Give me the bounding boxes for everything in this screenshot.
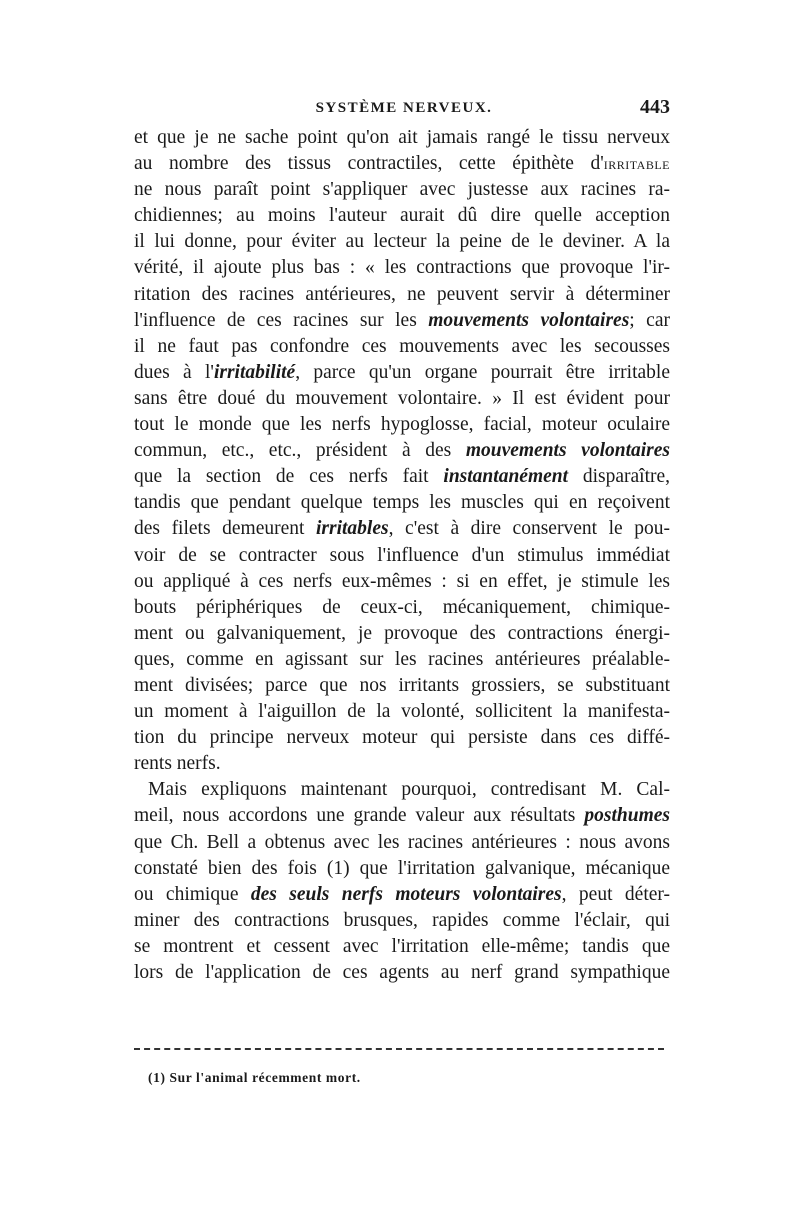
text-line: voir de se contracter sous l'influence d'un stimulus immédiat: [134, 544, 670, 566]
text-line: ritation des racines antérieures, ne peuvent servir à déterminer: [134, 283, 670, 305]
text-line: chidiennes; au moins l'auteur aurait dû dire quelle acception: [134, 205, 670, 227]
text-line: tion du principe nerveux moteur qui persiste dans ces diffé-: [134, 727, 670, 749]
text-run: des filets demeurent: [134, 518, 316, 540]
text-run: , peut déter-: [561, 883, 670, 905]
text-line: [134, 438, 670, 464]
text-line: il ne faut pas confondre ces mouvements avec les secousses: [134, 335, 670, 357]
text-line: miner des contractions brusques, rapides comme l'éclair, qui: [134, 909, 670, 931]
text-line: [134, 882, 670, 908]
text-run: au nombre des tissus contractiles, cette épithète d': [134, 153, 604, 175]
emphasis: posthumes: [584, 805, 670, 827]
text-run: l'influence de ces racines sur les: [134, 309, 429, 331]
text-line: [134, 308, 670, 334]
text-run: , parce qu'un organe pourrait être irritable: [295, 361, 670, 383]
text-line: et que je ne sache point qu'on ait jamais rangé le tissu nerveux: [134, 127, 670, 148]
text-line: sans être doué du mouvement volontaire. » Il est évident pour: [134, 387, 670, 409]
emphasis: des seuls nerfs moteurs volontaires: [250, 883, 562, 905]
text-line: tout le monde que les nerfs hypoglosse, facial, moteur oculaire: [134, 414, 670, 436]
text-line: vérité, il ajoute plus bas : « les contractions que provoque l'ir-: [134, 257, 670, 279]
text-line: [134, 516, 670, 542]
text-line: lors de l'application de ces agents au nerf grand sympathique: [134, 962, 670, 983]
text-line: tandis que pendant quelque temps les muscles qui en reçoivent: [134, 492, 670, 514]
footnote: (1) Sur l'animal récemment mort.: [148, 1070, 361, 1085]
text-line: constaté bien des fois (1) que l'irritation galvanique, mécanique: [134, 857, 670, 879]
page-number: 443: [640, 96, 670, 118]
text-line: que Ch. Bell a obtenus avec les racines antérieures : nous avons: [134, 831, 670, 853]
text-line: ment ou galvaniquement, je provoque des contractions énergi-: [134, 622, 670, 644]
text-line: ou appliqué à ces nerfs eux-mêmes : si en effet, je stimule les: [134, 570, 670, 592]
text-line: bouts périphériques de ceux-ci, mécaniquement, chimique-: [134, 596, 670, 618]
text-line: [134, 803, 670, 829]
text-run: dues à l': [134, 361, 214, 383]
emphasis: instantanément: [443, 466, 569, 488]
text-line: [134, 151, 670, 177]
text-line: ment divisées; parce que nos irritants grossiers, se substituant: [134, 674, 670, 696]
body-text: [134, 125, 670, 986]
text-run: ; car: [629, 309, 670, 331]
text-line: rents nerfs.: [134, 753, 221, 775]
text-run: disparaître,: [568, 466, 670, 488]
text-line: un moment à l'aiguillon de la volonté, sollicitent la manifesta-: [134, 701, 670, 723]
emphasis: irritables: [316, 518, 389, 540]
running-head: [134, 96, 674, 122]
text-line: ques, comme en agissant sur les racines antérieures préalable-: [134, 648, 670, 670]
text-run: ou chimique: [134, 883, 251, 905]
text-line: il lui donne, pour éviter au lecteur la peine de le deviner. A la: [134, 231, 670, 253]
emphasis: irritabilité: [213, 361, 296, 383]
text-run: que la section de ces nerfs fait: [134, 466, 444, 488]
emphasis: mouvements volontaires: [465, 440, 670, 462]
text-line: [134, 360, 670, 386]
text-run: , c'est à dire conservent le pou-: [388, 518, 670, 540]
text-line: se montrent et cessent avec l'irritation elle-même; tandis que: [134, 935, 670, 957]
text-run: commun, etc., etc., président à des: [134, 440, 466, 462]
running-title: SYSTÈME NERVEUX.: [315, 100, 493, 116]
text-line: Mais expliquons maintenant pourquoi, contredisant M. Cal-: [148, 779, 670, 801]
emphasis: mouvements volontaires: [428, 309, 630, 331]
text-run: meil, nous accordons une grande valeur aux résultats: [134, 805, 585, 827]
small-caps-term: irritable: [603, 154, 670, 174]
text-line: [134, 464, 670, 490]
footnote-rule: [134, 1048, 664, 1050]
text-line: ne nous paraît point s'appliquer avec justesse aux racines ra-: [134, 179, 670, 201]
